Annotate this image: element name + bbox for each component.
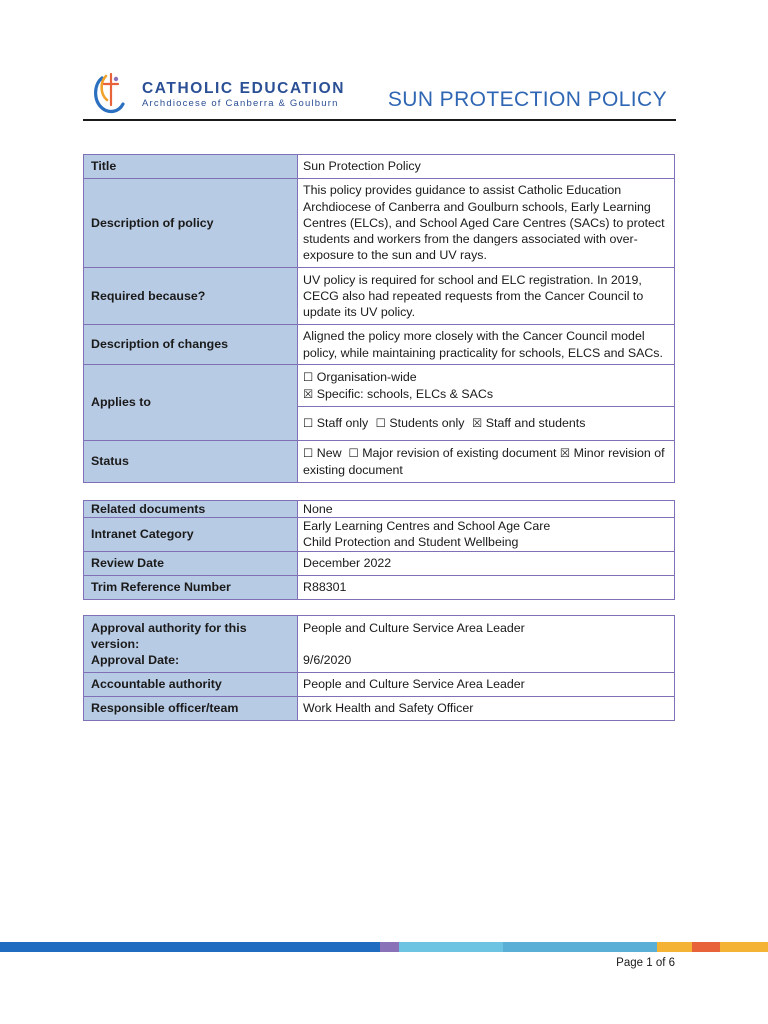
table-row [84,501,675,518]
table-row [84,441,675,483]
status-option-major-revision[interactable]: ☐ Major revision of existing document [348,446,557,461]
responsible-officer-value: Work Health and Safety Officer [298,697,675,721]
description-of-changes-label: Description of changes [84,325,298,365]
checkbox-checked-icon: ☒ [471,416,483,431]
status-option-minor-revision[interactable]: ☒ Minor revision of existing document [303,446,665,477]
description-label: Description of policy [84,179,298,268]
checkbox-icon: ☐ [348,446,359,461]
org-subtitle: Archdiocese of Canberra & Goulburn [142,98,339,109]
trim-reference-value: R88301 [298,575,675,599]
page-number: Page 1 of 6 [616,957,675,969]
table-row [84,268,675,325]
status-label: Status [84,441,298,483]
footer-bar-segment [503,942,657,952]
applies-to-scope [298,365,675,407]
table-row [84,697,675,721]
document-meta-table [83,500,675,600]
required-because-value: UV policy is required for school and ELC registration. In 2019, CECG also had repeated requests from the Cancer Council to update its UV policy. [298,268,675,325]
checkbox-icon: ☐ [375,416,386,431]
checkbox-icon: ☐ [303,370,314,385]
scope-option-organisation-wide[interactable]: ☐ Organisation-wide [303,370,417,385]
checkbox-icon: ☐ [303,416,314,431]
table-row [84,155,675,179]
table-row [84,518,675,551]
footer-color-bar [0,942,768,952]
intranet-category-line: Early Learning Centres and School Age Care [303,519,551,534]
footer-bar-segment [0,942,380,952]
catholic-education-logo-icon [92,72,126,116]
trim-reference-label: Trim Reference Number [84,575,298,599]
table-row [84,551,675,575]
table-row [84,575,675,599]
footer-bar-segment [692,942,720,952]
intranet-category-line: Child Protection and Student Wellbeing [303,535,519,550]
table-row [84,325,675,365]
title-label: Title [84,155,298,179]
table-row [84,673,675,697]
footer-bar-segment [720,942,768,952]
applies-to-label: Applies to [84,365,298,441]
document-title: SUN PROTECTION POLICY [387,88,667,111]
footer-bar-segment [399,942,503,952]
applies-to-audience [298,407,675,441]
review-date-label: Review Date [84,551,298,575]
header-divider [83,119,676,121]
approval-date-value: 9/6/2020 [303,653,352,668]
document-header [84,68,675,120]
audience-option-staff-and-students[interactable]: ☒ Staff and students [471,416,586,431]
accountable-authority-label: Accountable authority [84,673,298,697]
accountable-authority-value: People and Culture Service Area Leader [298,673,675,697]
review-date-value: December 2022 [298,551,675,575]
intranet-category-label: Intranet Category [84,518,298,551]
title-value: Sun Protection Policy [298,155,675,179]
org-name: CATHOLIC EDUCATION [142,80,346,97]
audience-option-students-only[interactable]: ☐ Students only [375,416,465,431]
approval-authority-label: Approval authority for this version: Approval Date: [84,616,298,673]
related-documents-value: None [298,501,675,518]
approval-table [83,615,675,721]
intranet-category-value [298,518,675,551]
checkbox-icon: ☐ [303,446,314,461]
table-row [84,616,675,673]
checkbox-checked-icon: ☒ [303,386,314,401]
checkbox-checked-icon: ☒ [559,446,571,461]
footer-bar-segment [380,942,399,952]
required-because-label: Required because? [84,268,298,325]
policy-details-table [83,154,675,483]
description-value: This policy provides guidance to assist Catholic Education Archdiocese of Canberra and Goulburn schools, Early Learning Centres (ELCs), and School Aged Care Centres (SACs) to protect students and workers from the dangers associated with over-exposure to the sun and UV rays. [298,179,675,268]
footer-bar-segment [657,942,692,952]
table-row [84,179,675,268]
approval-authority-value: People and Culture Service Area Leader 9/6/2020 [298,616,675,673]
audience-option-staff-only[interactable]: ☐ Staff only [303,416,369,431]
table-row [84,365,675,407]
status-options [298,441,675,483]
status-option-new[interactable]: ☐ New [303,446,342,461]
related-documents-label: Related documents [84,501,298,518]
approval-date-label: Approval Date: [91,653,180,668]
description-of-changes-value: Aligned the policy more closely with the Cancer Council model policy, while maintaining practicality for schools, ELCS and SACs. [298,325,675,365]
scope-option-specific[interactable]: ☒ Specific: schools, ELCs & SACs [303,386,494,401]
responsible-officer-label: Responsible officer/team [84,697,298,721]
